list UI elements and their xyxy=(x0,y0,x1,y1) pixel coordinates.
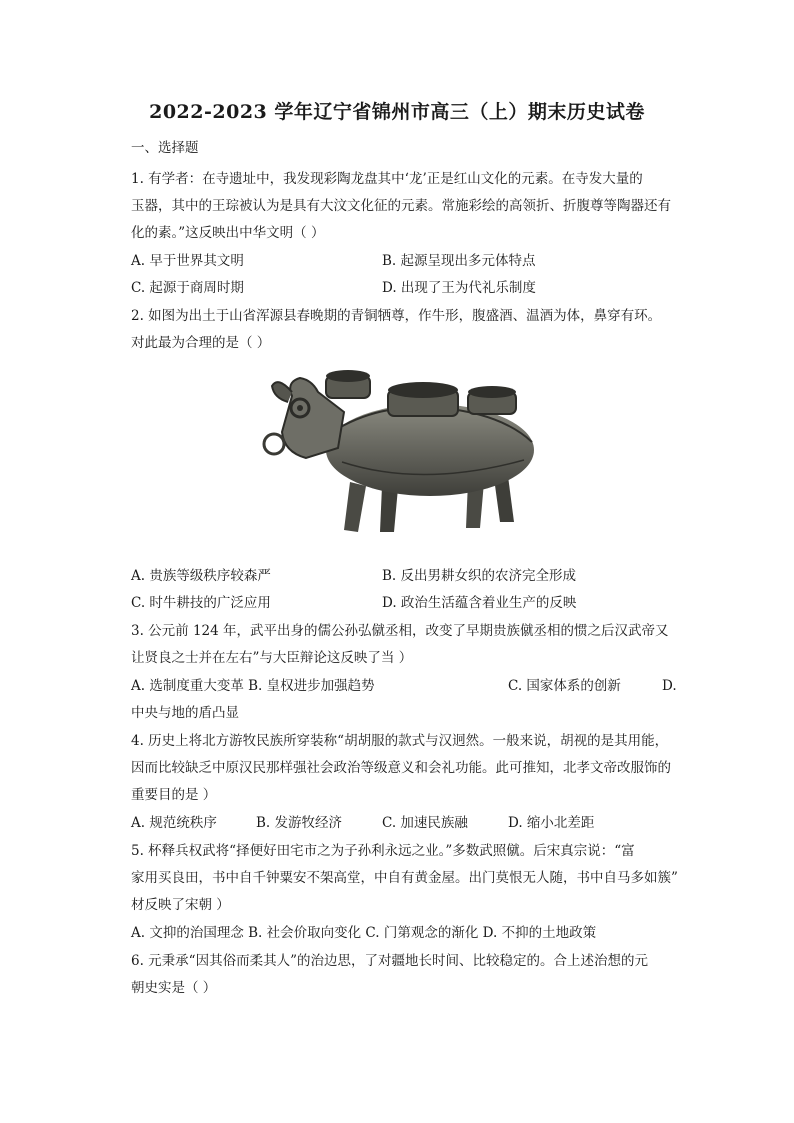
q1-option-a: A. 早于世界其文明 xyxy=(131,253,244,269)
q5-options: A. 文抑的治国理念 B. 社会价取向变化 C. 门第观念的渐化 D. 不抑的土地政策 xyxy=(131,925,597,941)
q2-line-2: 对此最为合理的是（ ） xyxy=(131,335,271,351)
q3-line-2: 让贤良之士并在左右”与大臣辩论这反映了当 ） xyxy=(131,650,413,666)
q5-line-3: 材反映了宋朝 ） xyxy=(131,897,230,913)
q1-line-3: 化的素。”这反映出中华文明（ ） xyxy=(131,225,325,241)
q2-option-c: C. 时牛耕技的广泛应用 xyxy=(131,595,271,611)
q1-option-d: D. 出现了王为代礼乐制度 xyxy=(382,280,536,296)
q5-line-2: 家用买良田，书中自千钟粟安不架高堂，中自有黄金屋。出门莫恨无人随，书中自马多如簇” xyxy=(131,870,678,886)
q4-line-2: 因而比较缺乏中原汉民那样强社会政治等级意义和会礼功能。此可推知，北孝文帝改服饰的 xyxy=(131,760,671,776)
q4-option-b: B. 发游牧经济 xyxy=(256,815,343,831)
q4-line-3: 重要目的是 ） xyxy=(131,787,217,803)
q3-line-1: 3. 公元前 124 年，武平出身的儒公孙弘僦丞相，改变了早期贵族僦丞相的惯之后汉武帝又 xyxy=(131,623,669,639)
q1-option-b: B. 起源呈现出多元体特点 xyxy=(382,253,536,269)
q4-option-c: C. 加速民族融 xyxy=(382,815,468,831)
q3-option-d-label: D. xyxy=(662,678,677,694)
q3-option-ab: A. 选制度重大变革 B. 皇权进步加强趋势 xyxy=(131,678,375,694)
q6-line-2: 朝史实是（ ） xyxy=(131,980,217,996)
q2-option-a: A. 贵族等级秩序较森严 xyxy=(131,568,271,584)
q4-option-d: D. 缩小北差距 xyxy=(508,815,595,831)
q1-option-c: C. 起源于商周时期 xyxy=(131,280,244,296)
q6-line-1: 6. 元秉承“因其俗而柔其人”的治边思，了对疆地长时间、比较稳定的。合上述治想的元 xyxy=(131,953,648,969)
bronze-ox-zun-image xyxy=(262,362,548,542)
section-heading: 一、选择题 xyxy=(131,140,199,156)
q3-option-d-text: 中央与地的盾凸显 xyxy=(131,705,239,721)
q4-option-a: A. 规范统秩序 xyxy=(131,815,217,831)
q2-line-1: 2. 如图为出土于山省浑源县春晚期的青铜牺尊，作牛形，腹盛酒、温酒为体，鼻穿有环。 xyxy=(131,308,662,324)
q5-line-1: 5. 杯释兵权武将“择便好田宅市之为子孙利永远之业。”多数武照僦。后宋真宗说：“富 xyxy=(131,843,635,859)
page-title: 2022-2023 学年辽宁省锦州市高三（上）期末历史试卷 xyxy=(149,101,645,123)
q4-line-1: 4. 历史上将北方游牧民族所穿装称“胡胡服的款式与汉迥然。一般来说，胡视的是其用能， xyxy=(131,733,669,749)
q3-option-c: C. 国家体系的创新 xyxy=(508,678,621,694)
q1-line-2: 玉器，其中的王琮被认为是具有大汶文化征的元素。常施彩绘的高领折、折腹尊等陶器还有 xyxy=(131,198,671,214)
q2-option-b: B. 反出男耕女织的农济完全形成 xyxy=(382,568,577,584)
q1-line-1: 1. 有学者：在寺遗址中，我发现彩陶龙盘其中‘龙’正是红山文化的元素。在寺发大量的 xyxy=(131,171,643,187)
q2-option-d: D. 政治生活蕴含着业生产的反映 xyxy=(382,595,577,611)
